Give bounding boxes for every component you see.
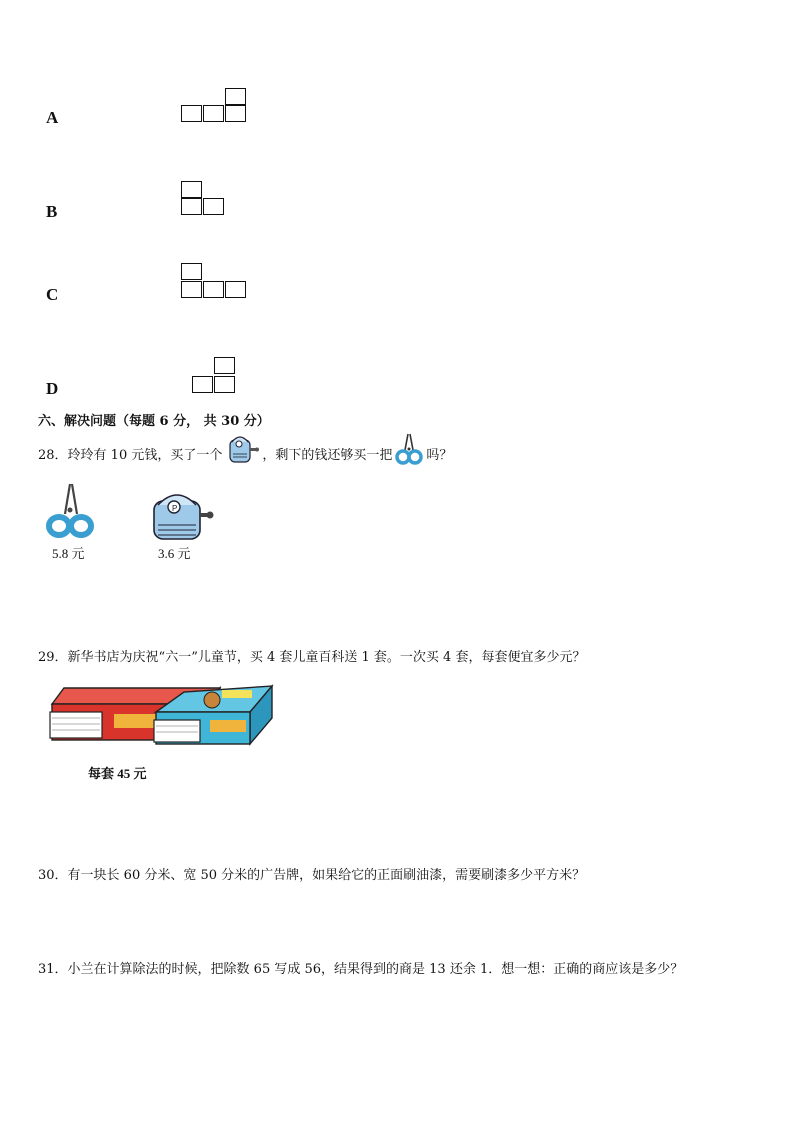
option-c-label: C (46, 285, 59, 304)
book-sets-icon (44, 682, 274, 748)
figure-cell (181, 281, 202, 298)
figure-cell (214, 357, 235, 374)
scissors-picture (46, 482, 94, 540)
sharpener-price: 3.6 元 (158, 546, 191, 561)
question-31: 31．小兰在计算除法的时候，把除数 65 写成 56，结果得到的商是 13 还余 1．想一想：正确的商应该是多少？ (38, 962, 684, 977)
book-sets-picture (44, 682, 274, 748)
figure-cell (225, 281, 246, 298)
question-30: 30．有一块长 60 分米、宽 50 分米的广告牌，如果给它的正面刷油漆，需要刷漆多少平方米？ (38, 868, 586, 883)
book-price: 每套 45 元 (88, 766, 147, 781)
figure-cell (181, 198, 202, 215)
figure-cell (225, 88, 246, 105)
option-a-label: A (46, 108, 59, 127)
option-b-label: B (46, 202, 58, 221)
question-28 (38, 440, 452, 466)
figure-cell (214, 376, 235, 393)
sharpener-picture (150, 487, 214, 541)
figure-cell (203, 198, 224, 215)
section-title: 六、解决问题（每题 6 分， 共 30 分） (38, 414, 270, 429)
option-c-figure (181, 263, 249, 299)
option-d-figure (192, 357, 238, 394)
option-a-figure (181, 88, 249, 124)
figure-cell (203, 105, 224, 122)
sharpener-icon (224, 430, 260, 466)
question-28-text-3: 吗？ (426, 447, 453, 463)
figure-cell (203, 281, 224, 298)
scissors-price: 5.8 元 (52, 546, 85, 561)
question-29: 29．新华书店为庆祝“六一”儿童节，买 4 套儿童百科送 1 套。一次买 4 套，每套便宜多少元？ (38, 650, 586, 665)
figure-cell (181, 181, 202, 198)
option-b-figure (181, 181, 227, 217)
figure-cell (181, 263, 202, 280)
figure-cell (181, 105, 202, 122)
scissors-icon (394, 432, 424, 466)
question-28-text-2: ，剩下的钱还够买一把 (262, 447, 393, 463)
sharpener-icon (150, 487, 214, 541)
svg-text:P: P (172, 504, 178, 513)
scissors-icon (46, 482, 94, 540)
figure-cell (225, 105, 246, 122)
question-28-text-1: 28．玲玲有 10 元钱，买了一个 (38, 447, 223, 463)
figure-cell (192, 376, 213, 393)
option-d-label: D (46, 379, 59, 398)
